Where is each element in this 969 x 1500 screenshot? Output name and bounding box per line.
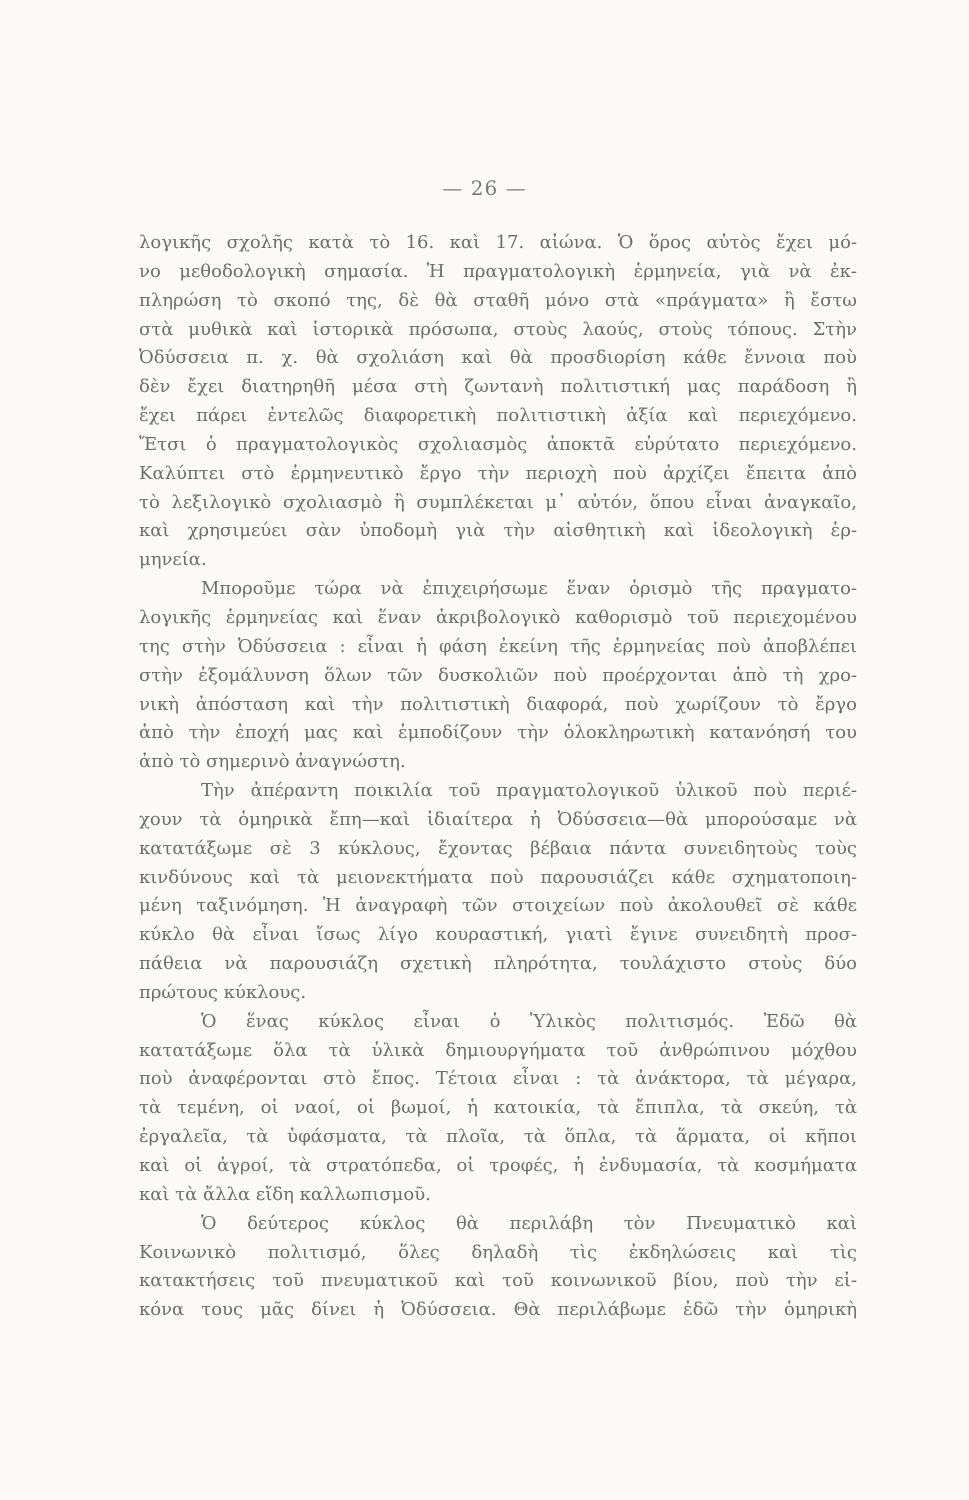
text-line: ἀπὸ τὸ σημερινὸ ἀναγνώστη.: [139, 751, 406, 773]
text-line: ἀπὸ τὴν ἐποχή μας καὶ ἐμποδίζουν τὴν ὁλοκληρωτικὴ κατανόησή του: [139, 722, 857, 744]
text-line: Ὁ δεύτερος κύκλος θὰ περιλάβη τὸν Πνευματικὸ καὶ: [201, 1212, 857, 1234]
text-line: Ὁ ἕνας κύκλος εἶναι ὁ Ὑλικὸς πολιτισμός. Ἐδῶ θὰ: [201, 1010, 857, 1032]
text-line: χουν τὰ ὁμηρικὰ ἔπη—καὶ ἰδιαίτερα ἡ Ὀδύσσεια—θὰ μπορούσαμε νὰ: [139, 808, 857, 830]
text-line: ἔχει πάρει ἐντελῶς διαφορετικὴ πολιτιστικὴ ἀξία καὶ περιεχόμενο.: [139, 405, 857, 427]
text-line: Τὴν ἀπέραντη ποικιλία τοῦ πραγματολογικοῦ ὑλικοῦ ποὺ περιέ-: [201, 780, 857, 802]
text-line: νο μεθοδολογικὴ σημασία. Ἡ πραγματολογικὴ ἑρμηνεία, γιὰ νὰ ἐκ-: [139, 260, 857, 282]
paragraph-1: [139, 229, 857, 575]
text-line: Κοινωνικὸ πολιτισμό, ὅλες δηλαδὴ τὶς ἐκδηλώσεις καὶ τὶς: [139, 1241, 857, 1263]
paragraph-4: [139, 1008, 857, 1210]
paragraph-2: [139, 575, 857, 777]
text-line: κύκλο θὰ εἶναι ἴσως λίγο κουραστική, γιατὶ ἔγινε συνειδητὴ προσ-: [139, 924, 857, 946]
text-line: τὸ λεξιλογικὸ σχολιασμὸ ἢ συμπλέκεται μ᾽ αὐτόν, ὅπου εἶναι ἀναγκαῖο,: [139, 491, 857, 513]
text-line: μένη ταξινόμηση. Ἡ ἀναγραφὴ τῶν στοιχείων ποὺ ἀκολουθεῖ σὲ κάθε: [139, 895, 857, 917]
text-line: στὰ μυθικὰ καὶ ἱστορικὰ πρόσωπα, στοὺς λαούς, στοὺς τόπους. Στὴν: [139, 318, 857, 340]
text-line: μηνεία.: [139, 549, 207, 571]
text-line: κινδύνους καὶ τὰ μειονεκτήματα ποὺ παρουσιάζει κάθε σχηματοποιη-: [139, 866, 857, 888]
paragraph-5: [139, 1210, 857, 1325]
text-line: κατακτήσεις τοῦ πνευματικοῦ καὶ τοῦ κοινωνικοῦ βίου, ποὺ τὴν εἰ-: [139, 1270, 857, 1292]
text-line: ἐργαλεῖα, τὰ ὑφάσματα, τὰ πλοῖα, τὰ ὅπλα, τὰ ἅρματα, οἱ κῆποι: [139, 1126, 857, 1148]
text-line: κατατάξωμε σὲ 3 κύκλους, ἔχοντας βέβαια πάντα συνειδητοὺς τοὺς: [139, 837, 857, 859]
text-line: καὶ χρησιμεύει σὰν ὑποδομὴ γιὰ τὴν αἰσθητικὴ καὶ ἰδεολογικὴ ἑρ-: [139, 520, 857, 542]
text-line: ποὺ ἀναφέρονται στὸ ἔπος. Τέτοια εἶναι : τὰ ἀνάκτορα, τὰ μέγαρα,: [139, 1068, 857, 1090]
text-line: πληρώση τὸ σκοπό της, δὲ θὰ σταθῆ μόνο στὰ «πράγματα» ἢ ἔστω: [139, 289, 857, 311]
text-line: νικὴ ἀπόσταση καὶ τὴν πολιτιστικὴ διαφορά, ποὺ χωρίζουν τὸ ἔργο: [139, 693, 857, 715]
text-line: κατατάξωμε ὅλα τὰ ὑλικὰ δημιουργήματα τοῦ ἀνθρώπινου μόχθου: [139, 1039, 857, 1061]
text-line: κόνα τους μᾶς δίνει ἡ Ὀδύσσεια. Θὰ περιλάβωμε ἐδῶ τὴν ὁμηρικὴ: [139, 1299, 857, 1321]
text-line: Καλύπτει στὸ ἑρμηνευτικὸ ἔργο τὴν περιοχὴ ποὺ ἀρχίζει ἔπειτα ἀπὸ: [139, 462, 857, 484]
text-line: Ἔτσι ὁ πραγματολογικὸς σχολιασμὸς ἀποκτᾶ εὐρύτατο περιεχόμενο.: [139, 433, 857, 455]
text-line: λογικῆς σχολῆς κατὰ τὸ 16. καὶ 17. αἰώνα. Ὁ ὅρος αὐτὸς ἔχει μό-: [139, 232, 857, 253]
text-line: Μποροῦμε τώρα νὰ ἐπιχειρήσωμε ἕναν ὁρισμὸ τῆς πραγματο-: [201, 578, 857, 600]
text-line: στὴν ἐξομάλυνση ὅλων τῶν δυσκολιῶν ποὺ προέρχονται ἀπὸ τὴ χρο-: [139, 664, 857, 686]
text-line: λογικῆς ἑρμηνείας καὶ ἕναν ἀκριβολογικὸ καθορισμὸ τοῦ περιεχομένου: [139, 606, 857, 628]
text-line: πρώτους κύκλους.: [139, 981, 307, 1003]
text-line: καὶ οἱ ἀγροί, τὰ στρατόπεδα, οἱ τροφές, ἡ ἐνδυμασία, τὰ κοσμήματα: [139, 1155, 857, 1176]
text-line: δὲν ἔχει διατηρηθῆ μέσα στὴ ζωντανὴ πολιτιστική μας παράδοση ἢ: [139, 376, 857, 398]
body-text: [139, 229, 857, 1325]
paragraph-3: [139, 777, 857, 1008]
text-line: τὰ τεμένη, οἱ ναοί, οἱ βωμοί, ἡ κατοικία, τὰ ἔπιπλα, τὰ σκεύη, τὰ: [139, 1097, 857, 1119]
text-line: καὶ τὰ ἄλλα εἴδη καλλωπισμοῦ.: [139, 1183, 431, 1205]
text-line: Ὀδύσσεια π. χ. θὰ σχολιάση καὶ θὰ προσδιορίση κάθε ἔννοια ποὺ: [139, 347, 857, 369]
text-line: πάθεια νὰ παρουσιάζη σχετικὴ πληρότητα, τουλάχιστο στοὺς δύο: [139, 953, 857, 975]
page-number: — 26 —: [442, 176, 527, 200]
text-line: της στὴν Ὀδύσσεια : εἶναι ἡ φάση ἐκείνη τῆς ἑρμηνείας ποὺ ἀποβλέπει: [139, 635, 857, 657]
